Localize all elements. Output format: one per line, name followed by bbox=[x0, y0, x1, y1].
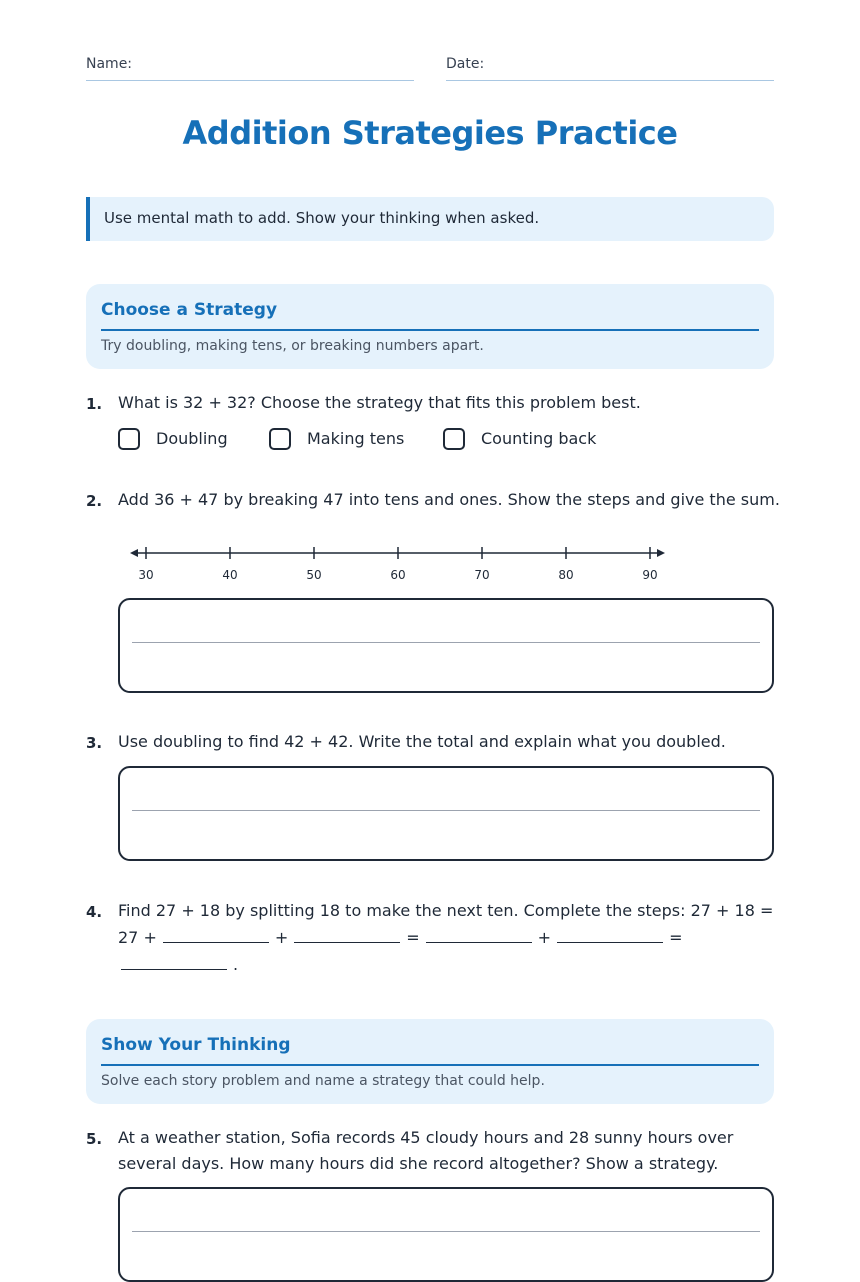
number-line-label: 50 bbox=[306, 568, 322, 582]
blank-input[interactable] bbox=[121, 951, 227, 970]
section-divider bbox=[101, 329, 759, 331]
checkbox[interactable] bbox=[443, 428, 465, 450]
arrow-right-icon bbox=[657, 549, 665, 557]
section-subtitle: Try doubling, making tens, or breaking numbers apart. bbox=[101, 338, 484, 354]
name-field[interactable] bbox=[86, 52, 414, 81]
question-number: 5. bbox=[86, 1130, 103, 1148]
checkbox[interactable] bbox=[118, 428, 140, 450]
question-text-line: At a weather station, Sofia records 45 cloudy hours and 28 sunny hours over bbox=[118, 1128, 734, 1147]
question-text-line: Find 27 + 18 by splitting 18 to make the next ten. Complete the steps: 27 + 18 = bbox=[118, 901, 774, 920]
writing-line bbox=[132, 642, 760, 643]
equals-sign: = bbox=[406, 928, 420, 947]
number-line-label: 90 bbox=[642, 568, 658, 582]
plus-sign: + bbox=[537, 928, 552, 947]
blank-input[interactable] bbox=[294, 924, 400, 943]
date-label: Date: bbox=[446, 56, 485, 72]
blank-input[interactable] bbox=[557, 924, 663, 943]
question-text: Use doubling to find 42 + 42. Write the total and explain what you doubled. bbox=[118, 732, 726, 751]
answer-box[interactable] bbox=[118, 598, 774, 693]
question-number: 3. bbox=[86, 734, 103, 752]
section-choose-strategy bbox=[86, 284, 774, 369]
choice-label: Counting back bbox=[481, 429, 597, 448]
question-text bbox=[118, 1125, 774, 1177]
question-text bbox=[118, 898, 774, 978]
choice-label: Doubling bbox=[156, 429, 228, 448]
answer-box[interactable] bbox=[118, 766, 774, 861]
writing-line bbox=[132, 1231, 760, 1232]
number-line bbox=[118, 540, 678, 590]
equation-line-end bbox=[118, 951, 774, 978]
arrow-left-icon bbox=[130, 549, 138, 557]
section-title: Show Your Thinking bbox=[101, 1035, 291, 1055]
answer-box[interactable] bbox=[118, 1187, 774, 1282]
equation-start: 27 + bbox=[118, 928, 157, 947]
question-text: Add 36 + 47 by breaking 47 into tens and ones. Show the steps and give the sum. bbox=[118, 490, 780, 509]
question-number: 4. bbox=[86, 903, 103, 921]
number-line-label: 30 bbox=[138, 568, 154, 582]
blank-input[interactable] bbox=[163, 924, 269, 943]
number-line-label: 70 bbox=[474, 568, 490, 582]
question-text-line: several days. How many hours did she record altogether? Show a strategy. bbox=[118, 1154, 719, 1173]
number-line-label: 80 bbox=[558, 568, 574, 582]
section-title: Choose a Strategy bbox=[101, 300, 278, 320]
equation-line bbox=[118, 924, 774, 951]
instructions-text: Use mental math to add. Show your thinking when asked. bbox=[104, 209, 540, 227]
section-subtitle: Solve each story problem and name a strategy that could help. bbox=[101, 1073, 545, 1089]
page-title: Addition Strategies Practice bbox=[182, 114, 678, 152]
writing-line bbox=[132, 810, 760, 811]
question-text: What is 32 + 32? Choose the strategy that fits this problem best. bbox=[118, 393, 641, 412]
checkbox[interactable] bbox=[269, 428, 291, 450]
number-line-label: 40 bbox=[222, 568, 238, 582]
section-show-thinking bbox=[86, 1019, 774, 1104]
plus-sign: + bbox=[274, 928, 289, 947]
period: . bbox=[233, 955, 239, 974]
question-number: 2. bbox=[86, 492, 103, 510]
section-divider bbox=[101, 1064, 759, 1066]
choice-label: Making tens bbox=[307, 429, 405, 448]
date-field[interactable] bbox=[446, 52, 774, 81]
choice-making-tens[interactable] bbox=[269, 428, 419, 454]
equals-sign: = bbox=[669, 928, 683, 947]
instructions-callout bbox=[86, 197, 774, 241]
choice-doubling[interactable] bbox=[118, 428, 248, 454]
name-label: Name: bbox=[86, 56, 133, 72]
number-line-label: 60 bbox=[390, 568, 406, 582]
choice-counting-back[interactable] bbox=[443, 428, 613, 454]
question-number: 1. bbox=[86, 395, 103, 413]
blank-input[interactable] bbox=[426, 924, 532, 943]
